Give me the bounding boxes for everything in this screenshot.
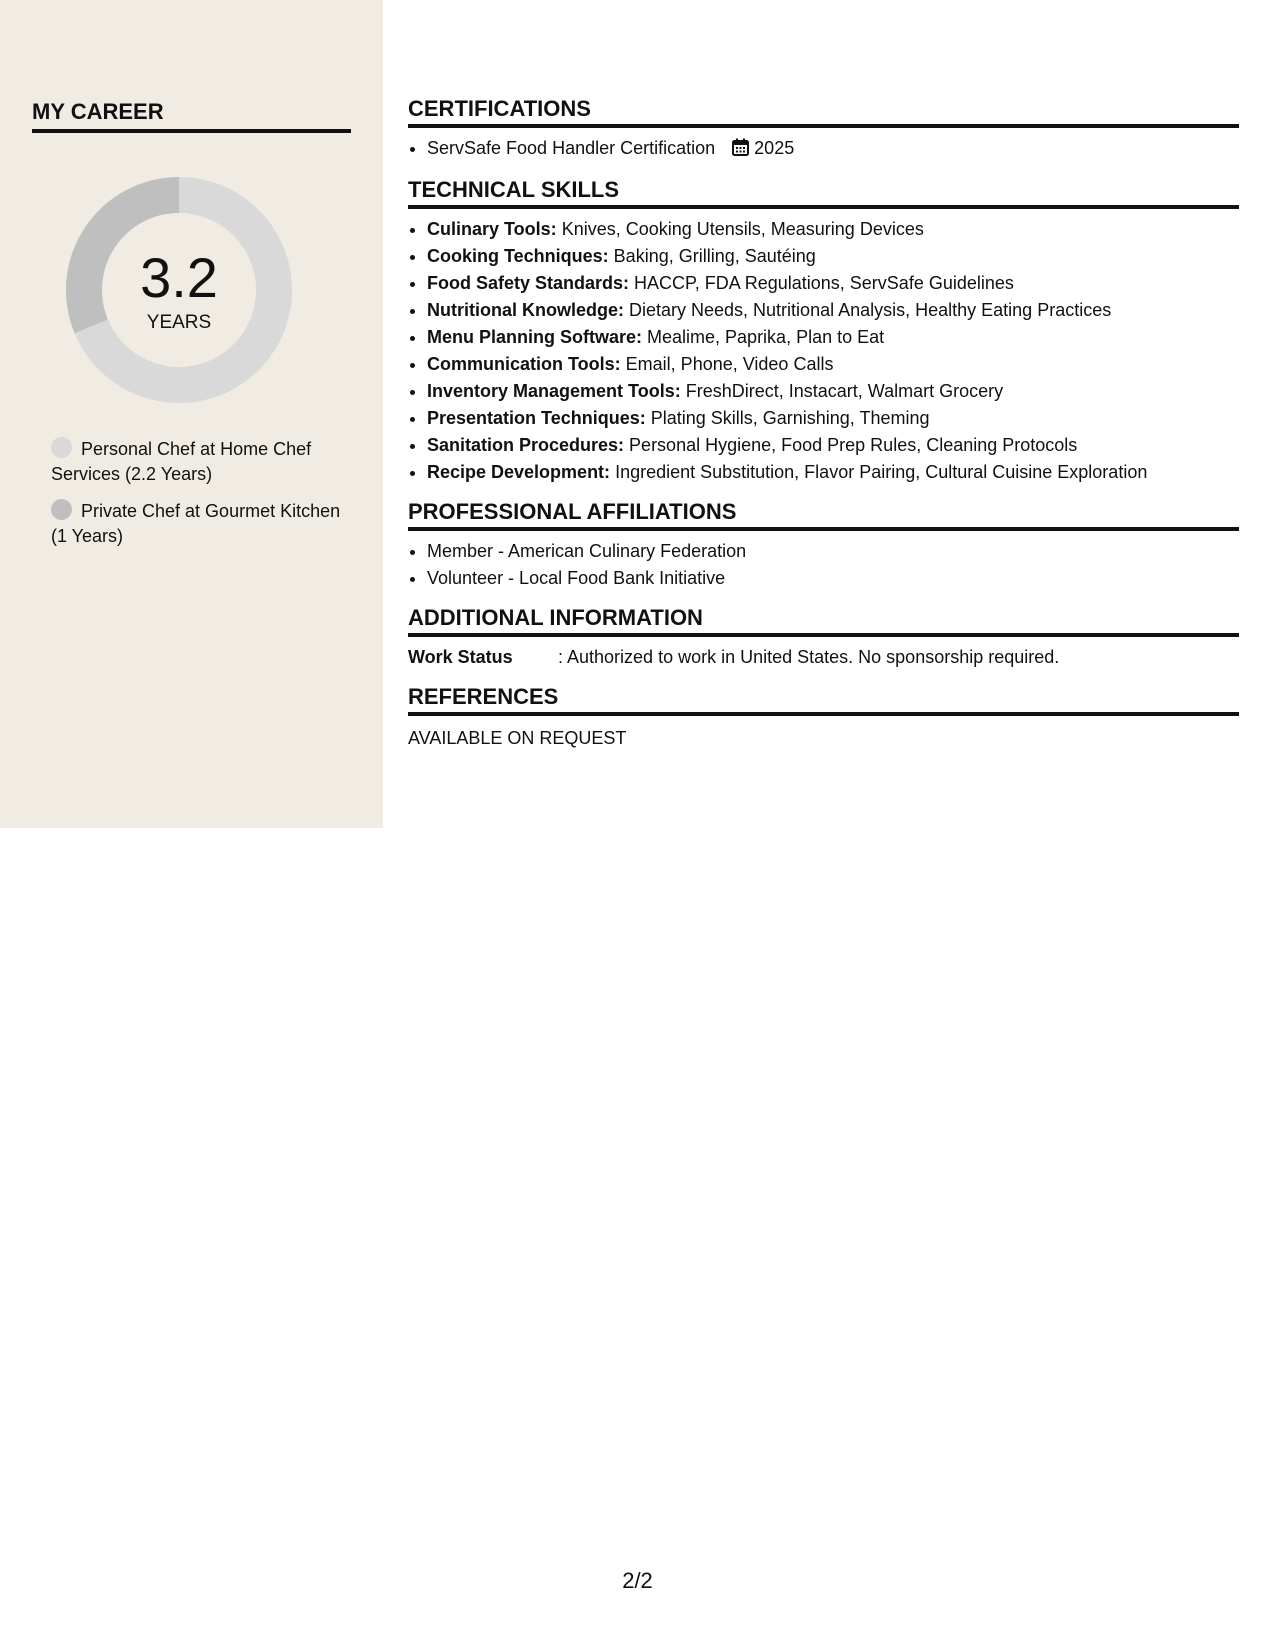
list-item: • Volunteer - Local Food Bank Initiative xyxy=(427,565,1239,592)
list-item xyxy=(427,405,1239,432)
legend-item xyxy=(51,437,341,487)
skill-value: HACCP, FDA Regulations, ServSafe Guidelines xyxy=(629,273,1014,293)
legend-dot xyxy=(51,499,72,520)
skill-value: Mealime, Paprika, Plan to Eat xyxy=(642,327,885,347)
additional-section xyxy=(408,604,1239,671)
legend-item xyxy=(51,499,341,549)
skill-value: Knives, Cooking Utensils, Measuring Devices xyxy=(556,219,924,239)
affiliations-heading: PROFESSIONAL AFFILIATIONS xyxy=(408,498,1239,531)
page-number: 2/2 xyxy=(622,1568,653,1593)
skill-label: Nutritional Knowledge: xyxy=(427,300,624,320)
certifications-section xyxy=(408,95,1239,164)
skill-label: Presentation Techniques: xyxy=(427,408,646,428)
certifications-heading: CERTIFICATIONS xyxy=(408,95,1239,128)
skills-list xyxy=(408,216,1239,486)
list-item xyxy=(427,135,1239,164)
skill-value: Baking, Grilling, Sautéing xyxy=(608,246,816,266)
career-title: MY CAREER xyxy=(32,99,351,133)
skill-label: Recipe Development: xyxy=(427,462,611,482)
list-item xyxy=(427,351,1239,378)
skill-value: Ingredient Substitution, Flavor Pairing, Cultural Cuisine Exploration xyxy=(610,462,1148,482)
list-item xyxy=(427,243,1239,270)
work-status-value: : Authorized to work in United States. No sponsorship required. xyxy=(558,647,1060,667)
legend-label: Private Chef at Gourmet Kitchen (1 Years) xyxy=(51,501,341,546)
certifications-list xyxy=(408,135,1239,164)
skill-label: Inventory Management Tools: xyxy=(427,381,681,401)
skill-value: Email, Phone, Video Calls xyxy=(620,354,834,374)
skill-label: Food Safety Standards: xyxy=(427,273,630,293)
certification-name: ServSafe Food Handler Certification xyxy=(427,138,716,158)
list-item xyxy=(427,324,1239,351)
main-content xyxy=(408,95,1239,764)
legend-label: Personal Chef at Home Chef Services (2.2 Years) xyxy=(51,439,312,484)
work-status-label: Work Status xyxy=(408,647,513,667)
list-item xyxy=(427,297,1239,324)
work-status-row xyxy=(408,644,1239,671)
skill-value: Dietary Needs, Nutritional Analysis, Healthy Eating Practices xyxy=(624,300,1112,320)
skill-value: Personal Hygiene, Food Prep Rules, Cleaning Protocols xyxy=(624,435,1078,455)
additional-heading: ADDITIONAL INFORMATION xyxy=(408,604,1239,637)
references-text: AVAILABLE ON REQUEST xyxy=(408,728,627,748)
skill-label: Sanitation Procedures: xyxy=(427,435,625,455)
list-item: • Member - American Culinary Federation xyxy=(427,538,1239,565)
skill-label: Communication Tools: xyxy=(427,354,621,374)
list-item xyxy=(427,378,1239,405)
affiliations-list xyxy=(408,538,1239,592)
references-section xyxy=(408,683,1239,752)
skill-value: Plating Skills, Garnishing, Theming xyxy=(645,408,930,428)
total-years-value: 3.2 xyxy=(140,246,218,309)
career-legend xyxy=(51,437,341,561)
legend-dot xyxy=(51,437,72,458)
calendar-icon xyxy=(732,137,749,164)
certification-year: 2025 xyxy=(754,138,795,158)
skills-section xyxy=(408,176,1239,486)
career-sidebar xyxy=(0,0,383,828)
skill-label: Culinary Tools: xyxy=(427,219,557,239)
total-years-unit: YEARS xyxy=(146,312,212,333)
skill-label: Cooking Techniques: xyxy=(427,246,609,266)
affiliations-section xyxy=(408,498,1239,592)
skill-value: FreshDirect, Instacart, Walmart Grocery xyxy=(680,381,1004,401)
skill-label: Menu Planning Software: xyxy=(427,327,643,347)
skills-heading: TECHNICAL SKILLS xyxy=(408,176,1239,209)
list-item xyxy=(427,432,1239,459)
references-heading: REFERENCES xyxy=(408,683,1239,716)
list-item xyxy=(427,270,1239,297)
list-item xyxy=(427,459,1239,486)
list-item xyxy=(427,216,1239,243)
